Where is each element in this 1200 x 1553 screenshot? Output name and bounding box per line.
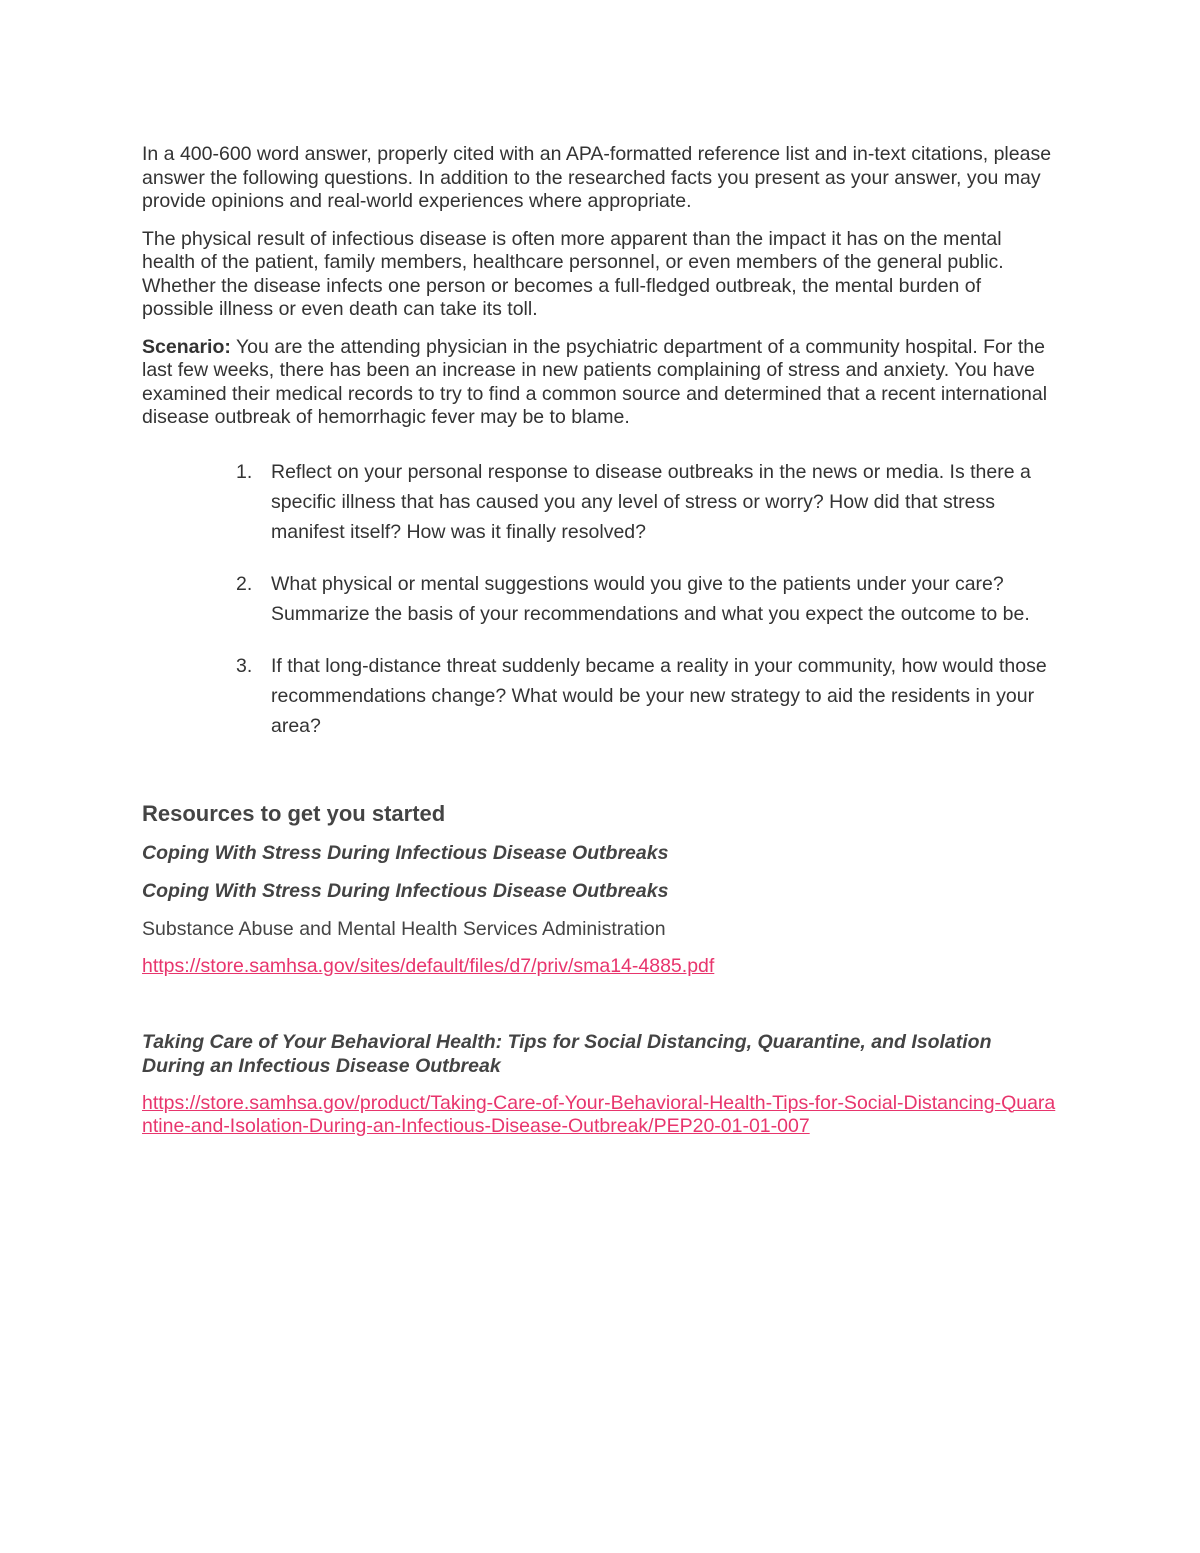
question-item [142,569,1057,629]
intro-paragraph: In a 400-600 word answer, properly cited with an APA-formatted reference list and in-text citations, please answer the following questions. In addition to the researched facts you present as your answer, you may provide opinions and real-world experiences where appropriate. [142,143,1052,212]
question-number: 3. [236,654,253,677]
question-list [142,457,1057,741]
scenario-label: Scenario: [142,335,231,358]
resource-title: Taking Care of Your Behavioral Health: Tips for Social Distancing, Quarantine, and Isolation During an Infectious Disease Outbreak [142,1030,992,1077]
resource-title: Coping With Stress During Infectious Disease Outbreaks [142,879,669,902]
resource-publisher: Substance Abuse and Mental Health Services Administration [142,917,666,940]
question-item [142,457,1057,547]
question-text: If that long-distance threat suddenly became a reality in your community, how would those recommendations change? What would be your new strategy to aid the residents in your area? [271,654,1047,737]
context-paragraph: The physical result of infectious disease is often more apparent than the impact it has on the mental health of the patient, family members, healthcare personnel, or even members of the general public. Whether the disease infects one person or becomes a full-fledged outbreak, the mental burden of possible illness or even death can take its toll. [142,227,1004,320]
question-text: What physical or mental suggestions would you give to the patients under your care? Summarize the basis of your recommendations and what you expect the outcome to be. [271,572,1030,625]
resource-link-wrapper [142,1092,1057,1138]
document-page [142,143,1057,1138]
resources-heading: Resources to get you started [142,800,446,826]
question-number: 1. [236,460,253,483]
resource-link[interactable]: https://store.samhsa.gov/product/Taking-Care-of-Your-Behavioral-Health-Tips-for-Social-Distancing-Quarantine-and-Isolation-During-an-Infectious-Disease-Outbreak/PEP20-01-01-007 [142,1091,1056,1137]
resource-link[interactable]: https://store.samhsa.gov/sites/default/files/d7/priv/sma14-4885.pdf [142,954,715,977]
scenario-paragraph [142,336,1057,430]
question-item [142,651,1057,741]
scenario-text: You are the attending physician in the psychiatric department of a community hospital. For the last few weeks, there has been an increase in new patients complaining of stress and anxiety. You have examined their medical records to try to find a common source and determined that a recent international disease outbreak of hemorrhagic fever may be to blame. [142,335,1048,428]
question-number: 2. [236,572,253,595]
question-text: Reflect on your personal response to disease outbreaks in the news or media. Is there a specific illness that has caused you any level of stress or worry? How did that stress manifest itself? How was it finally resolved? [271,460,1031,543]
resource-link-wrapper [142,955,1057,978]
resource-title: Coping With Stress During Infectious Disease Outbreaks [142,841,669,864]
